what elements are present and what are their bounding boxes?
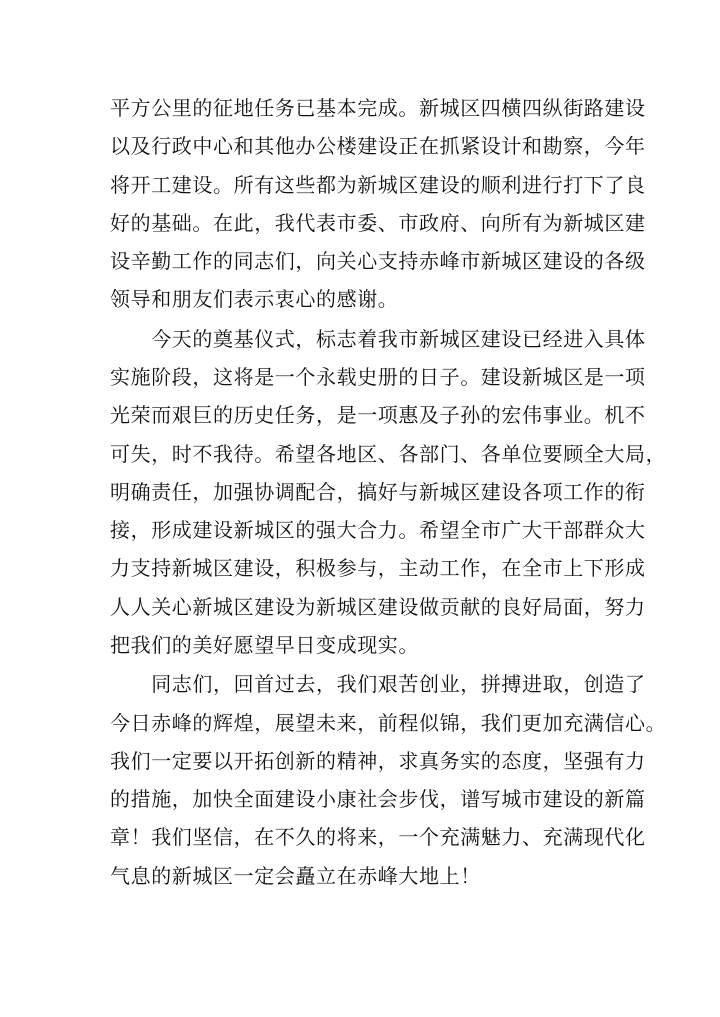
paragraph-2	[110, 320, 667, 665]
text-line: 的措施，加快全面建设小康社会步伐，谱写城市建设的新篇	[110, 787, 646, 812]
text-line: 明确责任，加强协调配合，搞好与新城区建设各项工作的衔	[110, 479, 646, 504]
text-line: 我们一定要以开拓创新的精神，求真务实的态度，坚强有力	[110, 748, 646, 773]
text-line: 力支持新城区建设，积极参与，主动工作，在全市上下形成	[110, 556, 646, 581]
text-line: 平方公里的征地任务已基本完成。新城区四横四纵街路建设	[110, 96, 646, 120]
text-line: 可失，时不我待。希望各地区、各部门、各单位要顾全大局，	[110, 441, 667, 466]
paragraph-1	[110, 89, 646, 319]
text-line: 光荣而艰巨的历史任务，是一项惠及子孙的宏伟事业。机不	[110, 403, 646, 428]
text-line: 实施阶段，这将是一个永载史册的日子。建设新城区是一项	[110, 364, 646, 389]
text-line: 以及行政中心和其他办公楼建设正在抓紧设计和勘察，今年	[110, 134, 646, 159]
text-line: 今天的奠基仪式，标志着我市新城区建设已经进入具体	[110, 326, 646, 351]
document-body	[110, 89, 667, 895]
paragraph-3	[110, 665, 667, 895]
text-line: 同志们，回首过去，我们艰苦创业，拼搏进取，创造了	[110, 672, 646, 697]
text-line: 将开工建设。所有这些都为新城区建设的顺利进行打下了良	[110, 172, 646, 197]
text-line: 设辛勤工作的同志们，向关心支持赤峰市新城区建设的各级	[110, 249, 646, 274]
text-line: 章！我们坚信，在不久的将来，一个充满魅力、充满现代化	[110, 825, 646, 850]
text-line: 把我们的美好愿望早日变成现实。	[110, 633, 419, 658]
text-line: 人人关心新城区建设为新城区建设做贡献的良好局面，努力	[110, 594, 646, 619]
text-line: 领导和朋友们表示衷心的感谢。	[110, 287, 399, 312]
text-line: 接，形成建设新城区的强大合力。希望全市广大干部群众大	[110, 518, 646, 543]
text-line: 气息的新城区一定会矗立在赤峰大地上！	[110, 863, 481, 888]
text-line: 好的基础。在此，我代表市委、市政府、向所有为新城区建	[110, 210, 646, 235]
text-line: 今日赤峰的辉煌，展望未来，前程似锦，我们更加充满信心。	[110, 710, 667, 735]
